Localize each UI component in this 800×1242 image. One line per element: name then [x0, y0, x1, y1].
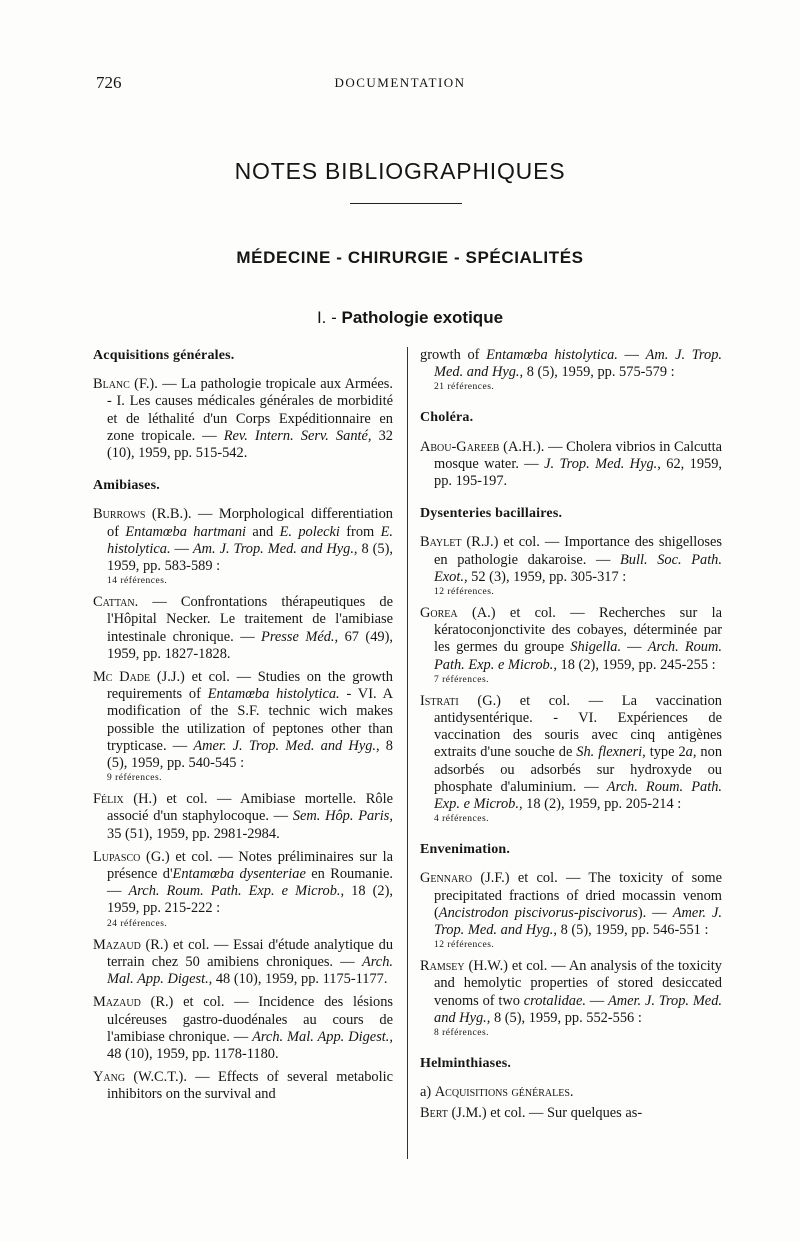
- heading-acquisitions: Acquisitions générales.: [93, 348, 235, 363]
- entry-author: Mc Dade (J.J.): [93, 669, 185, 686]
- entry-journal: Arch. Roum. Path. Exp. e Microb.,: [434, 778, 722, 813]
- entry-author: Baylet (R.J.): [420, 534, 499, 551]
- subheading-acquisitions: a) Acquisitions générales.: [420, 1084, 574, 1101]
- subsection-numeral: I. -: [316, 308, 337, 327]
- entry-author: Yang (W.C.T.).: [93, 1069, 187, 1086]
- entry-journal: Sem. Hôp. Paris,: [292, 808, 393, 825]
- entry-journal: Arch. Mal. App. Digest.,: [107, 953, 393, 988]
- entry-journal: Bull. Soc. Path. Exot.,: [434, 551, 722, 585]
- entry-refs: 12 références.: [434, 940, 495, 951]
- entry-journal: Presse Méd.,: [261, 628, 339, 645]
- entry-refs: 21 références.: [434, 382, 495, 393]
- section-title: MÉDECINE - CHIRURGIE - SPÉCIALITÉS: [236, 248, 584, 267]
- entry-felix: Félix (H.) et col. — Amibiase mortelle. Rôle associé d'un staphylocoque. — Sem. Hôp. Paris, 35 (51), 1959, pp. 2981-2984.: [93, 791, 393, 842]
- entry-ramsey: Ramsey (H.W.) et col. — An analysis of the toxicity and hemolytic properties of stored desiccated venoms of two crotalidae. — Amer. J. Trop. Med. and Hyg., 8 (5), 1959, pp. 552-556 : 8 références.: [420, 958, 722, 1039]
- entry-blanc: Blanc (F.). — La pathologie tropicale aux Armées. - I. Les causes médicales générales de morbidité et de léthalité d'un Corps Expéditionnaire en zone tropicale. — Rev. Intern. Serv. Santé, 32 (10), 1959, pp. 515-542.: [93, 376, 393, 462]
- entry-journal: Arch. Roum. Path. Exp. e Microb.,: [128, 883, 345, 900]
- entry-lupasco: Lupasco (G.) et col. — Notes préliminaires sur la présence d'Entamœba dysenteriae en Roumanie. — Arch. Roum. Path. Exp. e Microb., 18 (2), 1959, pp. 215-222 : 24 références.: [93, 848, 393, 929]
- entry-author: Gorea (A.): [420, 605, 496, 622]
- entry-refs: 7 références.: [434, 674, 490, 685]
- entry-journal: Am. J. Trop. Med. and Hyg.,: [192, 540, 358, 557]
- subsection-title: [0, 308, 800, 328]
- entry-author: Abou-Gareeb (A.H.).: [420, 438, 545, 455]
- right-column: [420, 347, 722, 1128]
- heading-helminthiases: Helminthiases.: [420, 1056, 512, 1072]
- entry-refs: 4 références.: [434, 814, 490, 825]
- entry-istrati: Istrati (G.) et col. — La vaccination antidysentérique. - VI. Expériences de vaccination des souris avec cinq antigènes extraits d'une souche de Sh. flexneri, type 2a, non adsorbés ou adsorbés sur hydroxyde ou phosphate d'aluminium. — Arch. Roum. Path. Exp. e Microb., 18 (2), 1959, pp. 205-214 : 4 références.: [420, 692, 723, 825]
- column-divider: [407, 347, 408, 1159]
- entry-mcdade: Mc Dade (J.J.) et col. — Studies on the growth requirements of Entamœba histolytica. - VI. A modification of the S.F. technic wich makes possible the utilization of peptones other than trypticase. — Amer. J. Trop. Med. and Hyg., 8 (5), 1959, pp. 540-545 : 9 références.: [93, 669, 393, 784]
- heading-amibiases: Amibiases.: [93, 478, 160, 494]
- heading-dysenteries: Dysenteries bacillaires.: [420, 506, 563, 522]
- entry-author: Mazaud (R.): [93, 936, 169, 953]
- entry-journal: Am. J. Trop. Med. and Hyg.,: [434, 347, 722, 381]
- entry-author: Bert (J.M.): [420, 1104, 487, 1121]
- entry-refs: 24 références.: [107, 918, 168, 929]
- entry-refs: 8 références.: [434, 1028, 490, 1039]
- entry-author: Gennaro (J.F.): [420, 870, 510, 887]
- page-number: 726: [96, 73, 122, 92]
- page-title: NOTES BIBLIOGRAPHIQUES: [234, 158, 566, 184]
- entry-author: Félix (H.): [93, 791, 157, 808]
- entry-mazaud-1: Mazaud (R.) et col. — Essai d'étude analytique du terrain chez 50 amibiens chroniques. — Arch. Mal. App. Digest., 48 (10), 1959, pp. 1175-1177.: [93, 936, 394, 988]
- entry-journal: Arch. Roum. Path. Exp. e Microb.,: [434, 639, 722, 673]
- page-header: [96, 73, 704, 97]
- entry-author: Lupasco (G.): [93, 848, 170, 865]
- subsection-label: Pathologie exotique: [341, 308, 504, 327]
- entry-journal: Arch. Mal. App. Digest.,: [252, 1028, 393, 1045]
- entry-refs: 12 références.: [434, 587, 495, 598]
- entry-journal: Amer. J. Trop. Med. and Hyg.,: [434, 992, 722, 1026]
- left-column: [93, 347, 393, 1110]
- entry-abou-gareeb: Abou-Gareeb (A.H.). — Cholera vibrios in Calcutta mosque water. — J. Trop. Med. Hyg., 62, 1959, pp. 195-197.: [420, 438, 723, 490]
- heading-envenimation: Envenimation.: [420, 842, 511, 858]
- entry-cattan: Cattan. — Confrontations thérapeutiques de l'Hôpital Necker. Le traitement de l'amibiase intestinale chronique. — Presse Méd., 67 (49), 1959, pp. 1827-1828.: [93, 594, 393, 662]
- entry-journal: J. Trop. Med. Hyg.,: [544, 455, 661, 472]
- entry-author: Ramsey (H.W.): [420, 958, 508, 975]
- entry-journal: Amer. J. Trop. Med. and Hyg.,: [193, 737, 380, 754]
- heading-cholera: Choléra.: [420, 410, 474, 426]
- entry-bert: Bert (J.M.) et col. — Sur quelques as-: [420, 1104, 643, 1121]
- title-rule: [350, 203, 462, 204]
- entry-burrows: Burrows (R.B.). — Morphological differentiation of Entamœba hartmani and E. polecki from E. histolytica. — Am. J. Trop. Med. and Hyg., 8 (5), 1959, pp. 583-589 : 14 références.: [93, 506, 394, 587]
- entry-journal: Amer. J. Trop. Med. and Hyg.,: [434, 904, 722, 939]
- entry-author: Cattan.: [93, 594, 139, 611]
- entry-author: Burrows (R.B.).: [93, 506, 192, 523]
- entry-author: Istrati (G.): [420, 692, 501, 709]
- entry-mazaud-2: Mazaud (R.) et col. — Incidence des lésions ulcéreuses gastro-duodénales au cours de l'amibiase chronique. — Arch. Mal. App. Digest., 48 (10), 1959, pp. 1178-1180.: [93, 994, 393, 1062]
- entry-author: Mazaud (R.): [93, 994, 174, 1011]
- entry-gorea: Gorea (A.) et col. — Recherches sur la kératoconjonctivite des cobayes, déterminée par les germes du groupe Shigella. — Arch. Roum. Path. Exp. e Microb., 18 (2), 1959, pp. 245-255 : 7 références.: [420, 605, 722, 685]
- running-head: DOCUMENTATION: [334, 75, 466, 90]
- entry-baylet: Baylet (R.J.) et col. — Importance des shigelloses en pathologie dakaroise. — Bull. Soc. Path. Exot., 52 (3), 1959, pp. 305-317 : 12 références.: [420, 534, 723, 598]
- entry-refs: 14 références.: [107, 576, 168, 587]
- entry-yang: Yang (W.C.T.). — Effects of several metabolic inhibitors on the survival and: [93, 1069, 393, 1103]
- entry-yang-continued: growth of Entamœba histolytica. — Am. J. Trop. Med. and Hyg., 8 (5), 1959, pp. 575-579 : 21 références.: [420, 347, 722, 393]
- entry-refs: 9 références.: [107, 773, 163, 784]
- entry-gennaro: Gennaro (J.F.) et col. — The toxicity of some precipitated fractions of dried mocassin venom (Ancistrodon piscivorus-piscivorus). — Amer. J. Trop. Med. and Hyg., 8 (5), 1959, pp. 546-551 : 12 références.: [420, 870, 722, 951]
- entry-journal: Rev. Intern. Serv. Santé,: [223, 427, 372, 444]
- entry-author: Blanc (F.).: [93, 376, 158, 393]
